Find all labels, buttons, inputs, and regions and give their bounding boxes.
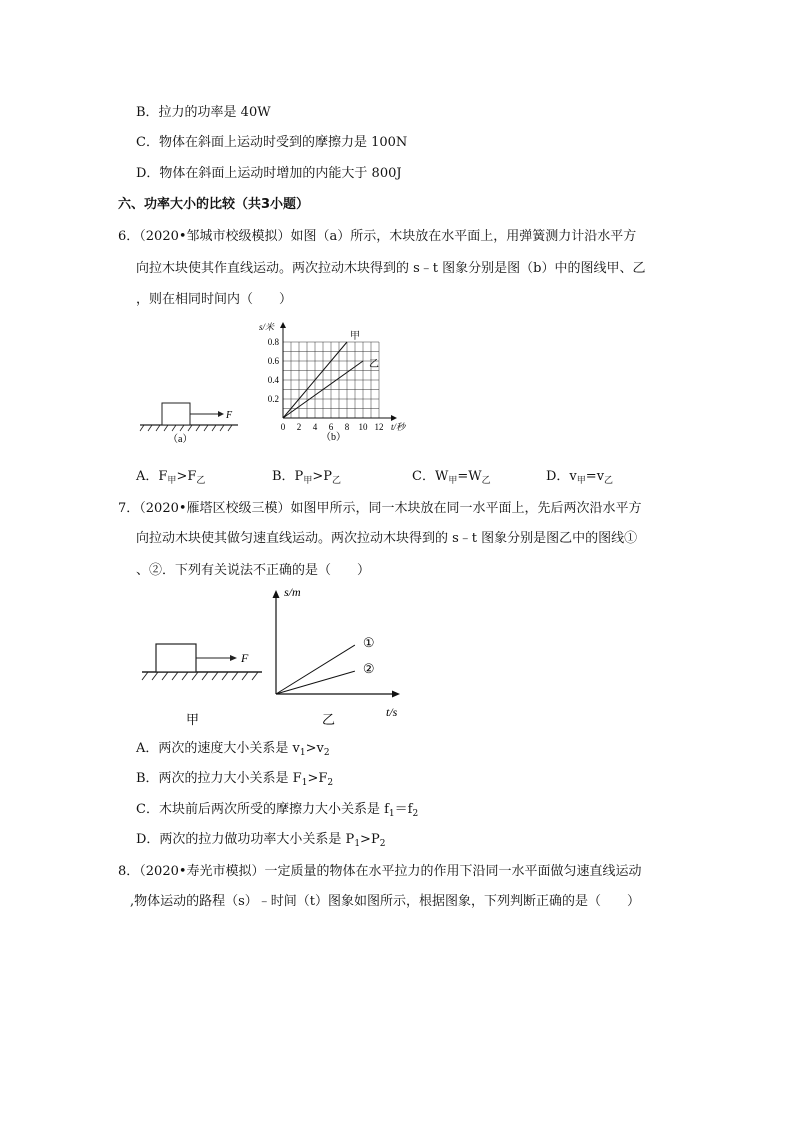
q7-stem-line2: 向拉动木块使其做匀速直线运动。两次拉动木块得到的 s﹣t 图象分别是图乙中的图线① [136, 531, 638, 546]
q7-option-a[interactable]: A．两次的速度大小关系是 $v_1>v_2$ [136, 741, 330, 758]
x-axis-arrow [391, 415, 397, 421]
q7-figure-jia [140, 640, 270, 730]
x-axis-arrow [392, 691, 400, 698]
q6-option-a[interactable]: A．$F_甲>F_乙$ [136, 469, 206, 486]
series-label-1: ① [362, 635, 375, 651]
series-line-1 [276, 645, 355, 694]
figure-caption: 甲 [186, 712, 200, 727]
force-label: F [226, 410, 233, 421]
wood-block [156, 644, 196, 672]
series-line-2 [276, 671, 355, 694]
y-axis-label: s/m [284, 585, 301, 599]
y-tick-label: 0.8 [267, 337, 279, 347]
force-label: F [241, 651, 249, 665]
y-axis-arrow [280, 322, 286, 328]
q7-stem-line1: 7．（2020•雁塔区校级三模）如图甲所示，同一木块放在同一水平面上，先后两次沿水平方 [118, 501, 642, 516]
q6-option-d[interactable]: D．$v_甲=v_乙$ [546, 469, 614, 486]
x-tick-label: 12 [374, 422, 384, 432]
x-axis-label: t/s [386, 705, 398, 719]
series-label-jia: 甲 [350, 331, 360, 342]
q6-option-c[interactable]: C．$W_甲=W_乙$ [412, 469, 491, 486]
series-label-yi: 乙 [369, 359, 379, 370]
figure-caption: （a） [168, 434, 193, 445]
q7-option-b[interactable]: B．两次的拉力大小关系是 $F_1>F_2$ [136, 771, 334, 788]
x-tick-label: 6 [328, 422, 334, 432]
prev-option-c: C．物体在斜面上运动时受到的摩擦力是 100N [136, 135, 408, 150]
figure-caption: 乙 [322, 712, 336, 727]
x-tick-label: 10 [358, 422, 368, 432]
q7-stem-line3: 、②．下列有关说法不正确的是（ ） [136, 563, 371, 578]
x-tick-label: 2 [296, 422, 302, 432]
section-title: 六、功率大小的比较（共3小题） [118, 197, 310, 212]
x-tick-label: 8 [344, 422, 350, 432]
q6-option-b[interactable]: B．$P_甲>P_乙$ [272, 469, 341, 486]
q7-option-d[interactable]: D．两次的拉力做功功率大小关系是 $P_1>P_2$ [136, 832, 386, 849]
series-label-2: ② [362, 661, 375, 677]
prev-option-b: B．拉力的功率是 40W [136, 105, 271, 120]
y-tick-label: 0.2 [267, 394, 279, 404]
q6-stem-line1: 6．（2020•邹城市校级模拟）如图（a）所示，木块放在水平面上，用弹簧测力计沿水平方 [118, 229, 637, 244]
q6-stem-line2: 向拉木块使其作直线运动。两次拉动木块得到的 s﹣t 图象分别是图（b）中的图线甲、乙 [136, 261, 646, 276]
q8-stem-line2: ,物体运动的路程（s）﹣时间（t）图象如图所示，根据图象，下列判断正确的是（ ） [130, 894, 641, 909]
q7-st-chart [264, 585, 414, 728]
x-axis-label: t/秒 [391, 422, 406, 432]
x-tick-label: 4 [312, 422, 318, 432]
q8-stem-line1: 8．（2020•寿光市模拟）一定质量的物体在水平拉力的作用下沿同一水平面做匀速直线运动 [118, 864, 642, 879]
q6-st-chart [250, 322, 420, 452]
y-axis-label: s/米 [259, 322, 275, 332]
q7-option-c[interactable]: C．木块前后两次所受的摩擦力大小关系是 $f_1=f_2$ [136, 802, 419, 819]
y-axis-arrow [273, 590, 280, 598]
figure-caption: （b） [321, 432, 346, 443]
x-tick-label: 0 [280, 422, 286, 432]
q6-stem-line3: ，则在相同时间内（ ） [136, 292, 293, 307]
y-tick-label: 0.6 [267, 356, 279, 366]
q6-figure-a [138, 395, 248, 445]
prev-option-d: D．物体在斜面上运动时增加的内能大于 800J [136, 166, 402, 181]
wood-block [162, 403, 190, 425]
y-tick-label: 0.4 [267, 375, 279, 385]
